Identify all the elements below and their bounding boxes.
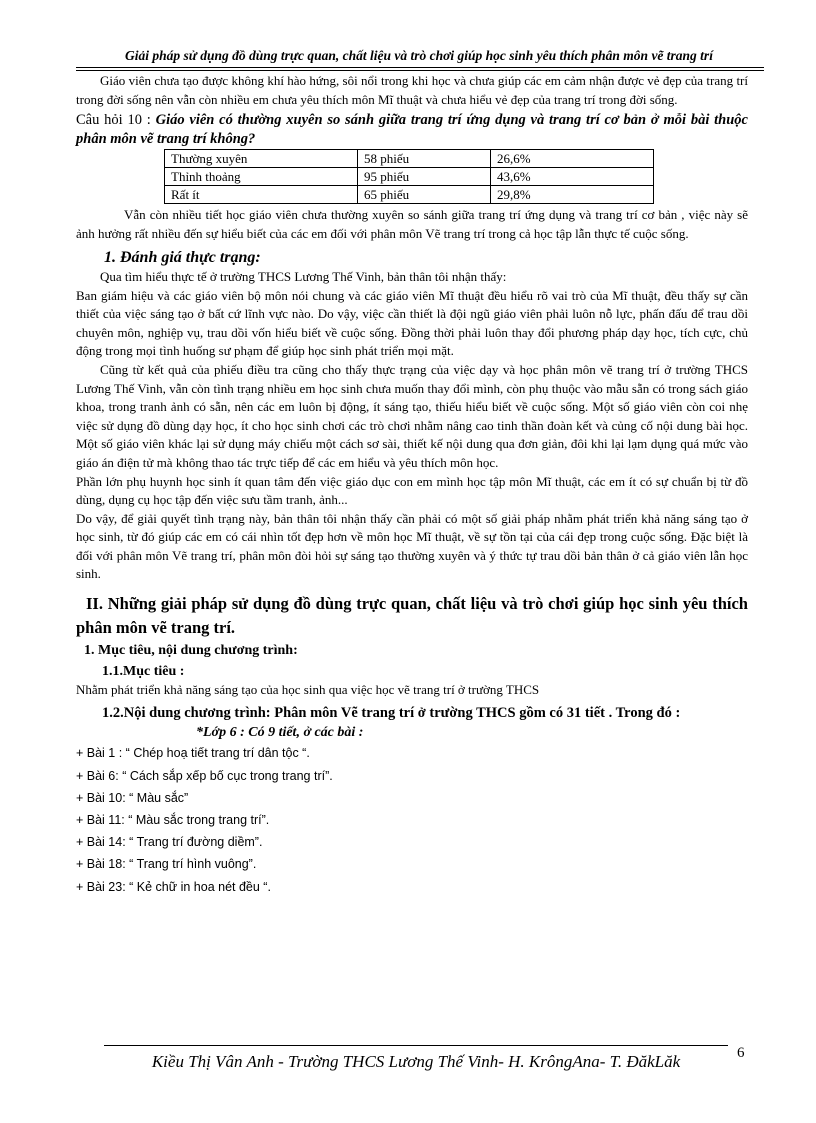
- table-cell: 58 phiếu: [358, 150, 491, 168]
- section-heading: 1. Đánh giá thực trạng:: [104, 249, 261, 267]
- question-text: Giáo viên có thường xuyên so sánh giữa trang trí ứng dụng và trang trí cơ bản ở mỗi bài thuộc phân môn vẽ trang trí không?: [76, 112, 748, 148]
- list-item: + Bài 23: “ Kẻ chữ in hoa nét đều “.: [76, 879, 271, 894]
- table-cell: Rất ít: [165, 186, 358, 204]
- running-footer: Kiều Thị Vân Anh - Trường THCS Lương Thế Vinh- H. KrôngAna- T. ĐăkLăk: [151, 1052, 681, 1071]
- table-cell: 26,6%: [491, 150, 654, 168]
- list-item: + Bài 11: “ Màu sắc trong trang trí”.: [76, 813, 270, 828]
- subsection-heading: 1.1.Mục tiêu :: [102, 663, 185, 679]
- running-header: Giải pháp sử dụng đồ dùng trực quan, chất liệu và trò chơi giúp học sinh yêu thích phân môn vẽ trang trí: [125, 48, 713, 63]
- header-divider: [76, 70, 764, 71]
- paragraph: Ban giám hiệu và các giáo viên bộ môn nói chung và các giáo viên Mĩ thuật đều hiểu rõ vai trò của Mĩ thuật, đều thấy sự cần thiết của việc sáng tạo ở bất cứ lĩnh vực nào. Do vậy, việc cần thiết là đội ngũ giáo viên phải luôn nỗ lực, phấn đấu để trau dồi chuyên môn, nghiệp vụ, trau dồi vốn hiểu biết về cuộc sống. Đồng thời phải luôn thay đổi phương pháp dạy học, tích cực, chủ động trong mọi tình huống sư phạm để giúp học sinh phát triển mọi mặt.: [76, 287, 748, 359]
- table-cell: 43,6%: [491, 168, 654, 186]
- table-row: [165, 168, 654, 186]
- paragraph: Nhằm phát triển khả năng sáng tạo của học sinh qua việc học vẽ trang trí ở trường THCS: [76, 682, 540, 698]
- table-cell: 29,8%: [491, 186, 654, 204]
- page-content: [76, 72, 748, 898]
- paragraph: Do vậy, để giải quyết tình trạng này, bản thân tôi nhận thấy cần phải có một số giải pháp nhằm phát triển khả năng sáng tạo ở học sinh, từ đó giúp các em có cái nhìn tốt đẹp hơn về môn học Mĩ thuật, về sự tồn tại của cái đẹp trong cuộc sống. Đặc biệt là đối với phân môn Vẽ trang trí, phân môn đòi hỏi sự sáng tạo thường xuyên và ý thức tự trau dồi bản thân ở cả giáo viên lẫn học sinh.: [76, 510, 748, 582]
- table-cell: 95 phiếu: [358, 168, 491, 186]
- question-label: Câu hỏi 10 :: [76, 112, 156, 129]
- footer-divider: [104, 1045, 728, 1046]
- paragraph: Phần lớn phụ huynh học sinh ít quan tâm đến việc giáo dục con em mình học tập môn Mĩ thuật, các em ít có sự chuẩn bị từ đồ dùng, dụng cụ học tập đến việc sưu tầm tranh, ảnh...: [76, 473, 748, 508]
- survey-table: [164, 149, 654, 204]
- paragraph: Cũng từ kết quả của phiếu điều tra cũng cho thấy thực trạng của việc dạy và học phân môn vẽ trang trí ở trường THCS Lương Thế Vinh, vẫn còn tình trạng nhiều em học sinh chưa muốn thay đổi mình, còn phụ thuộc vào mẫu sẵn có trong sách giáo khoa, trong tranh ảnh có sẵn, nên các em luôn bị động, ít sáng tạo, thiếu hiểu biết về cuộc sống. Một số giáo viên còn coi nhẹ việc sử dụng đồ dùng dạy học, ít cho học sinh chơi các trò chơi nhằm nâng cao tinh thần đoàn kết và củng cố nội dung bài học. Một số giáo viên khác lại sử dụng máy chiếu một cách sơ sài, thiết kế nội dung qua đơn giản, đôi khi lại lạm dụng quá mức vào giáo án điện tử mà không thao tác trực tiếp để các em hiểu và yêu thích môn học.: [76, 361, 748, 470]
- table-cell: Thỉnh thoảng: [165, 168, 358, 186]
- table-cell: 65 phiếu: [358, 186, 491, 204]
- list-item: + Bài 14: “ Trang trí đường diềm”.: [76, 835, 263, 850]
- list-item: + Bài 10: “ Màu sắc”: [76, 790, 189, 805]
- list-item: + Bài 6: “ Cách sắp xếp bố cục trong trang trí”.: [76, 768, 333, 783]
- page-number: 6: [737, 1045, 745, 1061]
- section-heading: II. Những giải pháp sử dụng đồ dùng trực quan, chất liệu và trò chơi giúp học sinh yêu thích phân môn vẽ trang trí.: [76, 594, 748, 638]
- table-cell: Thường xuyên: [165, 150, 358, 168]
- list-item: + Bài 1 : “ Chép hoạ tiết trang trí dân tộc “.: [76, 746, 310, 761]
- list-item: + Bài 18: “ Trang trí hình vuông”.: [76, 857, 257, 872]
- grade-heading: *Lớp 6 : Có 9 tiết, ở các bài :: [196, 724, 364, 740]
- table-row: [165, 186, 654, 204]
- header-divider: [76, 67, 764, 68]
- paragraph: Vẫn còn nhiều tiết học giáo viên chưa thường xuyên so sánh giữa trang trí ứng dụng và trang trí cơ bản , việc này sẽ ảnh hưởng rất nhiều đến sự hiểu biết của các em đối với phân môn Vẽ trang trí trong cả học tập lẫn thực tế cuộc sống.: [76, 207, 748, 241]
- paragraph: Qua tìm hiểu thực tế ở trường THCS Lương Thế Vinh, bản thân tôi nhận thấy:: [100, 268, 507, 284]
- subsection-heading: 1.2.Nội dung chương trình: Phân môn Vẽ trang trí ở trường THCS gồm có 31 tiết . Trong đó :: [102, 704, 681, 721]
- survey-question: [76, 111, 748, 149]
- paragraph: Giáo viên chưa tạo được không khí hào hứng, sôi nổi trong khi học và chưa giúp các em cảm nhận được vẻ đẹp của trang trí trong đời sống nên vẫn còn nhiều em chưa yêu thích môn Mĩ thuật và chưa hiểu vẻ đẹp của trang trí trong đời sống.: [76, 73, 748, 107]
- subsection-heading: 1. Mục tiêu, nội dung chương trình:: [84, 643, 298, 659]
- table-row: [165, 150, 654, 168]
